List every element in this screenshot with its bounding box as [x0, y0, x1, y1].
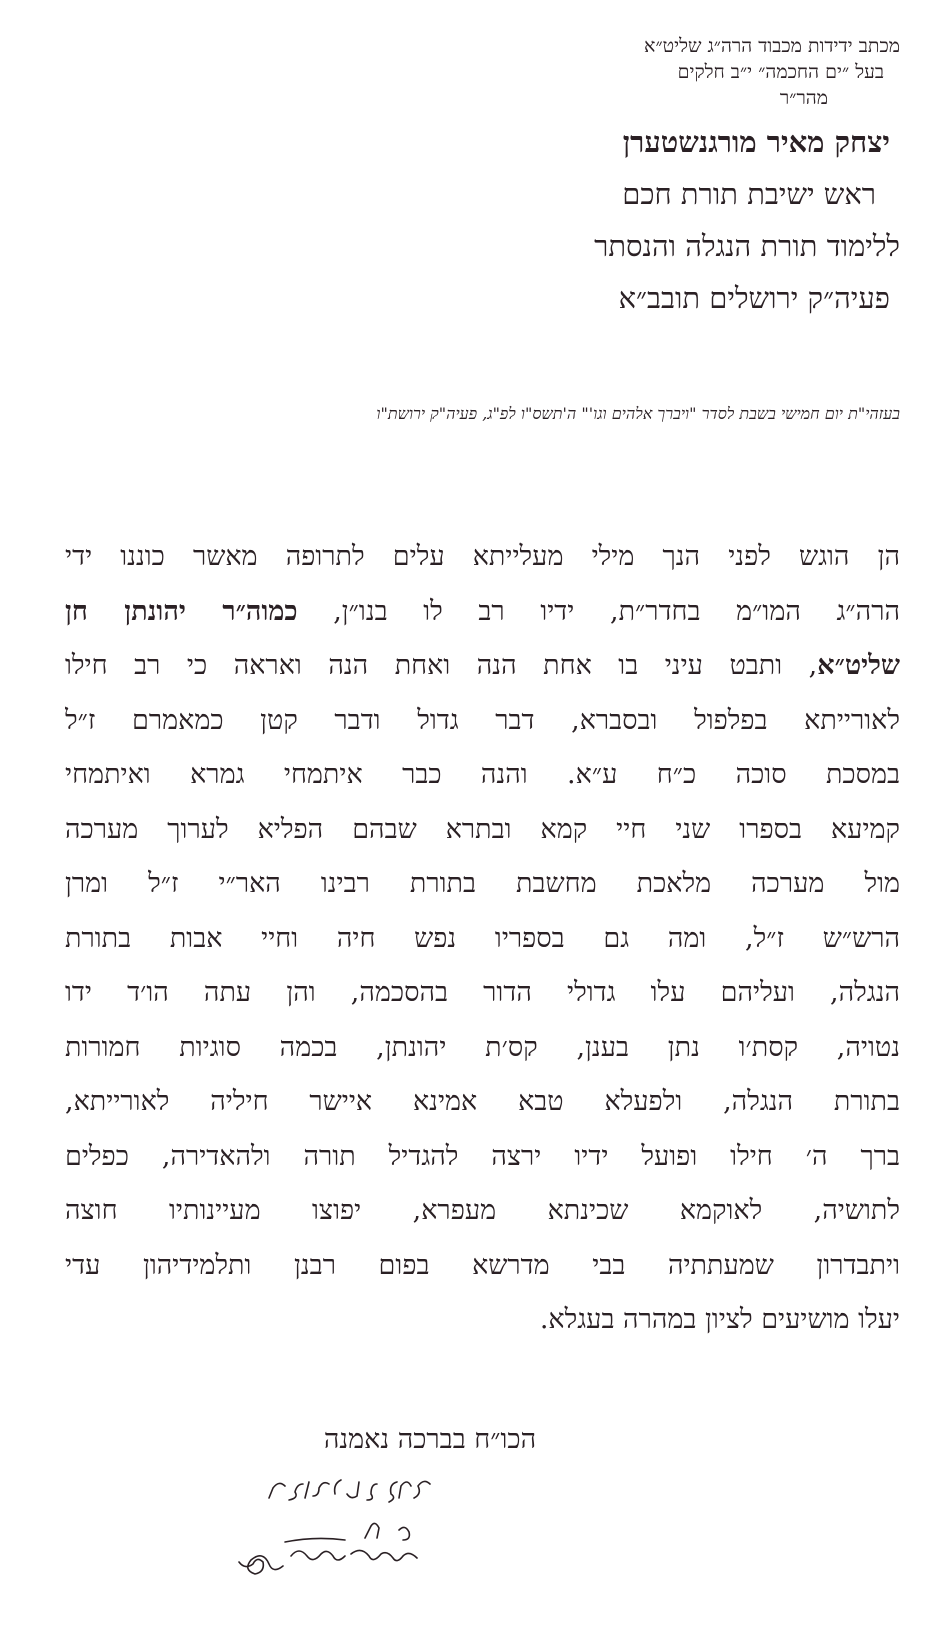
handwritten-signature — [225, 1470, 445, 1590]
author-title-3: פעיה״ק ירושלים תובב״א — [618, 281, 890, 315]
body-text-segment: במסכת סוכה כ״ח ע״א. והנה כבר איתמחי גמרא ואיתמחי — [65, 759, 900, 790]
body-line — [65, 912, 900, 967]
body-text-segment: מול מערכה מלאכת מחשבת בתורת רבינו האר״י ז״ל ומרן — [65, 868, 900, 899]
body-line — [65, 857, 900, 912]
body-line — [65, 585, 900, 640]
header-line-2: בעל ״ים החכמה״ י״ב חלקים — [677, 61, 884, 83]
body-line — [65, 1293, 900, 1348]
body-text-segment: בתורת הנגלה, ולפעלא טבא אמינא איישר חיליה לאורייתא, — [65, 1086, 900, 1117]
body-text-bold: שליט״א — [817, 650, 900, 681]
author-title-1: ראש ישיבת תורת חכם — [622, 177, 876, 211]
body-text-segment: נטויה, קסת׳ו נתן בענן, קס׳ת יהונתן, בכמה סוגיות חמורות — [65, 1031, 900, 1063]
body-text-bold: כמוה״ר יהונתן חן — [65, 595, 298, 627]
body-line — [65, 1239, 900, 1294]
body-line — [65, 748, 900, 803]
body-text-segment: הרה״ג המו״מ בחדר״ת, ידיו רב לו בנו״ן, — [297, 595, 900, 627]
body-line — [65, 1130, 900, 1185]
body-text-segment: ברך ה׳ חילו ופועל ידיו ירצה להגדיל תורה ולהאדירה, כפלים — [65, 1140, 900, 1172]
author-name: יצחק מאיר מורגנשטערן — [622, 125, 890, 159]
body-line — [65, 1184, 900, 1239]
body-line — [65, 1021, 900, 1076]
date-line: בעזהי"ת יום חמישי בשבת לסדר "ויברך אלהים וגו'" ה'תשס"ו לפ"ג, פעיה"ק ירושת"ו — [376, 404, 900, 423]
body-text-segment: לתושיה, לאוקמא שכינתא מעפרא, יפוצו מעיינותיו חוצה — [65, 1195, 900, 1226]
body-text-segment: הנגלה, ועליהם עלו גדולי הדור בהסכמה, והן עתה הו׳ד ידו — [65, 977, 900, 1008]
body-line — [65, 694, 900, 749]
header-line-3: מהר״ר — [779, 87, 828, 109]
body-line — [65, 530, 900, 585]
body-line — [65, 1075, 900, 1130]
author-title-2: ללימוד תורת הנגלה והנסתר — [594, 229, 900, 263]
header-line-1: מכתב ידידות מכבוד הרה״ג שליט״א — [644, 35, 900, 57]
closing-line: הכו״ח בברכה נאמנה — [323, 1424, 537, 1455]
body-text-segment: קמיעא בספרו שני חיי קמא ובתרא שבהם הפליא לערוך מערכה — [65, 813, 900, 845]
body-text-segment: לאורייתא בפלפול ובסברא, דבר גדול ודבר קטן כמאמרם ז״ל — [65, 704, 900, 736]
letter-body — [65, 530, 900, 1348]
body-text-segment: יעלו מושיעים לציון במהרה בעגלא. — [539, 1304, 900, 1335]
body-text-segment: הן הוגש לפני הנך מילי מעלייתא עלים לתרופה מאשר כוננו ידי — [65, 541, 900, 572]
body-line — [65, 803, 900, 858]
body-text-segment: הרש״ש ז״ל, ומה גם בספריו נפש חיה וחיי אבות בתורת — [65, 922, 900, 954]
body-line — [65, 639, 900, 694]
body-line — [65, 966, 900, 1021]
body-text-segment: , ותבט עיני בו אחת הנה ואחת הנה ואראה כי רב חילו — [65, 650, 818, 681]
body-text-segment: ויתבדרון שמעתתיה בבי מדרשא בפום רבנן ותלמידיהון עדי — [65, 1249, 900, 1281]
